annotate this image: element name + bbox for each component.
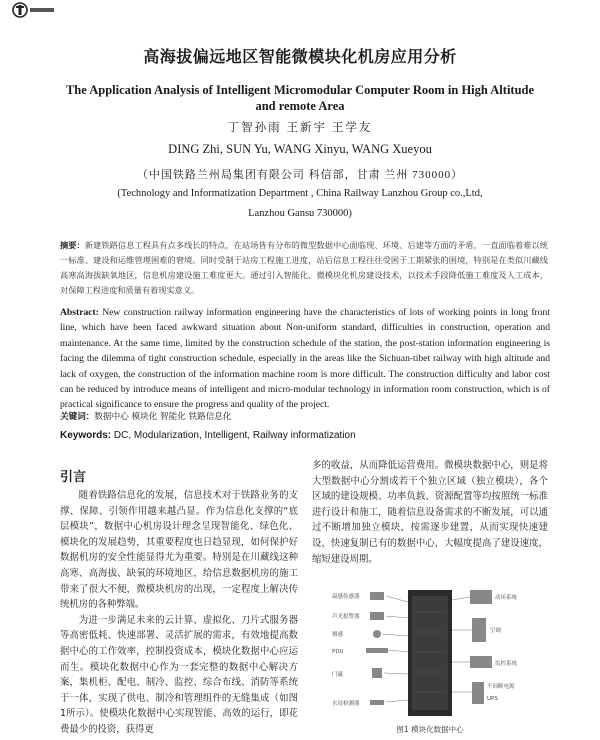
figure-label: UPS (487, 696, 498, 702)
page-title-cn: 高海拔偏远地区智能微模块化机房应用分析 (143, 47, 457, 66)
abstract-en (60, 305, 550, 413)
left-components (366, 592, 388, 705)
cabinet-door (412, 596, 448, 710)
figure-label: 动环系统 (495, 595, 518, 601)
keywords-en-text: DC, Modularization, Intelligent, Railway informatization (113, 430, 356, 441)
keywords-en (60, 430, 356, 441)
section-heading-intro: 引言 (60, 470, 87, 485)
figure-label: 烟感 (332, 632, 344, 638)
smoke-sensor-icon (373, 630, 381, 638)
figure-labels-right (487, 593, 518, 702)
abstract-en-label: Abstract: (60, 307, 99, 318)
water-sensor-icon (370, 700, 384, 705)
abstract-cn-label: 摘要： (60, 240, 85, 250)
figure-label: PDU (332, 649, 344, 655)
pdu-icon (366, 648, 388, 653)
keywords-cn (60, 410, 232, 422)
keywords-cn-label: 关键词： (60, 412, 95, 422)
figure-modular-dc (330, 582, 530, 722)
figure-label: 声光报警器 (332, 614, 360, 620)
affiliation-cn: （中国铁路兰州局集团有限公司 科信部，甘肃 兰州 730000） (136, 169, 464, 181)
right-column (312, 458, 548, 567)
authors-en: DING Zhi, SUN Yu, WANG Xinyu, WANG Xueyou (168, 142, 432, 156)
figure-labels-left (332, 592, 360, 707)
paragraph: 多的收益，从而降低运营费用。微模块数据中心，则是将大型数据中心分割成若干个独立区域（独立模块），各个区域的建设规模、功率负载、资源配置等均按照统一标准进行设计和施工，随着信息设备需求的不断发展，可以通过不断增加独立模块，按需逐步建置，从而实现快速建设，快速复制已有的数据中心，大幅度提高了建设速度，缩短建设周期。 (312, 460, 548, 565)
affiliation-en-line-1: (Technology and Informatization Department , China Railway Lanzhou Group co.,Ltd, (117, 188, 483, 199)
keywords-cn-text: 数据中心 模块化 智能化 铁路信息化 (94, 412, 232, 422)
figure-label: 空调 (490, 628, 502, 634)
monitoring-system-icon (470, 656, 492, 668)
door-sensor-icon (372, 668, 382, 678)
right-leaders (452, 597, 472, 692)
figure-label: 不间断电源 (487, 684, 515, 690)
journal-logo (12, 2, 58, 18)
figure-label: 门磁 (332, 672, 344, 678)
figure-caption: 图1 模块化数据中心 (396, 725, 464, 734)
figure-label: 温感传感器 (332, 594, 360, 600)
authors-cn: 丁智孙雨 王新宇 王学友 (227, 122, 373, 134)
ups-icon (472, 682, 484, 704)
temp-sensor-icon (370, 592, 384, 600)
abstract-en-text: New construction railway information engineering have the characteristics of lots of working points in long front line, which have been faced awkward situation about Non-uniform standard, difficulties in construction, operation and maintenance. At the same time, limited by the construction schedule of the station, the post-station information engineering is facing the dilemma of tight construction schedule, especially in the areas like the Sichuan-tibet railway with high altitude and lack of oxygen, the construction of the information machine room is more difficult. The construction difficulty and labor cost can be reduced by introduce means of intelligent and micro-modular technology in information room construction, which is of practical significance to ensure the progress and quality of the project. (60, 307, 550, 411)
aircon-icon (472, 618, 486, 642)
figure-label: 水浸检测器 (332, 701, 360, 707)
left-column (60, 488, 298, 738)
modular-dc-diagram (330, 582, 530, 722)
alarm-icon (370, 612, 384, 620)
paragraph: 为进一步满足未来的云计算、虚拟化、刀片式服务器等高密低耗、快速部署、灵活扩展的需求，有效地提高数据中心的工作效率，控制投资成本，模块化数据中心应运而生。模块化数据中心作为一套完整的数据中心解决方案，集机柜、配电、制冷、监控、综合布线、消防等系统于一体，实现了供电、制冷和管理组件的无缝集成（如图1所示）。使模块化数据中心实现智能、高效的运行，即花费最少的投资，获得更 (60, 614, 298, 735)
abstract-cn (60, 238, 548, 298)
page-title-en: The Application Analysis of Intelligent Micromodular Computer Room in High Altitude and remote Area (65, 83, 535, 113)
china-railway-logo-icon (12, 2, 58, 18)
keywords-en-label: Keywords: (60, 430, 112, 441)
abstract-cn-text: 新建铁路信息工程具有点多线长的特点，在站场皆有分布的微型数据中心面临现、环境、后建等方面的矛盾，一直面临着难以统一标准、建设和运维管理困难的窘境。同时受制于站房工程施工进度，站后信息工程往往受困于工期紧张的困境，特别是在类似川藏线高寒高海拔缺氧地区，信息机房建设施工难度更大。通过引入智能化、微模块化机房建设技术，以技术手段降低施工难度及人工成本，对保障工程进度和质量有着现实意义。 (60, 240, 548, 295)
monitor-icon (470, 590, 492, 604)
affiliation-en-line-2: Lanzhou Gansu 730000) (248, 208, 352, 219)
figure-label: 监控系统 (495, 661, 518, 667)
paragraph: 随着铁路信息化的发展，信息技术对于铁路业务的支撑、保障、引领作用越来越凸显。作为信息化支撑的“底层模块”，数据中心机房设计理念呈现智能化、绿色化、模块化的发展趋势，其重要程度也日趋显现，如何保护好数据机房的安全性能显得尤为重要。特别是在川藏线这种高寒、高海拔、缺氧的环境地区，给信息数据机房的施工带来了很大不便，微模块机房的出现，一定程度上解决传统机房的各种弊端。 (60, 490, 298, 611)
